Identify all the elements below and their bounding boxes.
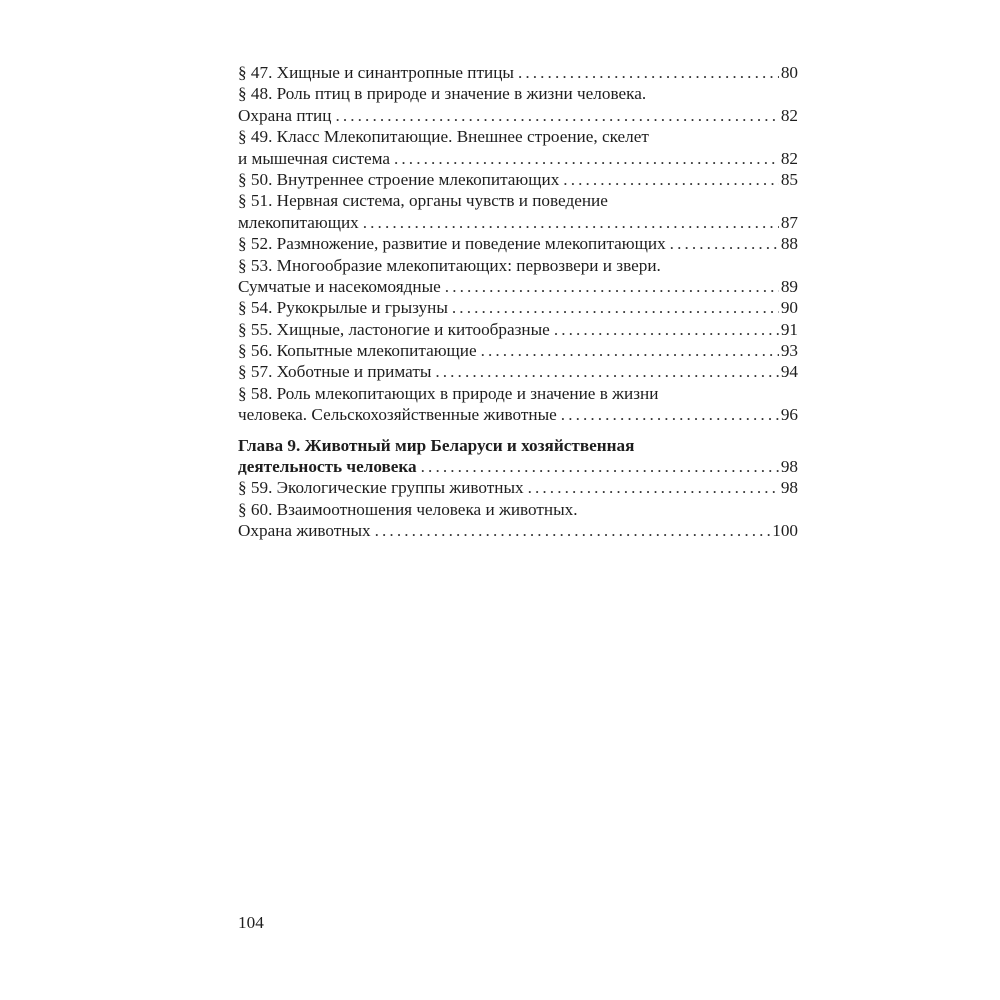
dot-leader xyxy=(435,361,778,382)
toc-entry-56 xyxy=(238,340,798,361)
page-number: 104 xyxy=(238,913,264,932)
toc-entry-title: § 48. Роль птиц в природе и значение в жизни человека. xyxy=(238,84,647,104)
toc-entry-55 xyxy=(238,319,798,340)
toc-chapter-title: Глава 9. Животный мир Беларуси и хозяйственная xyxy=(238,435,635,455)
toc-entry-page: 100 xyxy=(772,521,798,541)
dot-leader xyxy=(445,276,779,297)
toc-entry-page: 87 xyxy=(780,212,798,232)
toc-entry-48 xyxy=(238,83,798,126)
dot-leader xyxy=(375,520,771,541)
dot-leader xyxy=(561,404,779,425)
toc-entry-title: § 53. Многообразие млекопитающих: первозвери и звери. xyxy=(238,255,661,275)
toc-entry-title: § 58. Роль млекопитающих в природе и значение в жизни xyxy=(238,383,659,403)
toc-entry-page: 98 xyxy=(780,478,798,498)
toc-entry-59 xyxy=(238,477,798,498)
toc-entry-title: § 54. Рукокрылые и грызуны xyxy=(238,298,448,318)
toc-entry-title: § 56. Копытные млекопитающие xyxy=(238,341,477,361)
toc-entry-title: § 51. Нервная система, органы чувств и поведение xyxy=(238,191,608,211)
dot-leader xyxy=(481,340,779,361)
toc-entry-page: 93 xyxy=(780,341,798,361)
dot-leader xyxy=(421,456,779,477)
dot-leader xyxy=(518,62,779,83)
toc-chapter-title-cont: деятельность человека xyxy=(238,457,417,477)
toc-entry-title-cont: и мышечная система xyxy=(238,148,391,168)
toc-entry-60 xyxy=(238,499,798,542)
toc-entry-47 xyxy=(238,62,798,83)
dot-leader xyxy=(363,212,779,233)
toc-entry-title-cont: человека. Сельскохозяйственные животные xyxy=(238,405,557,425)
toc-entry-title-cont: Охрана птиц xyxy=(238,105,332,125)
toc-entry-title: § 55. Хищные, ластоногие и китообразные xyxy=(238,319,550,339)
toc-entry-page: 96 xyxy=(780,405,798,425)
dot-leader xyxy=(563,169,779,190)
toc-entry-title: § 52. Размножение, развитие и поведение млекопитающих xyxy=(238,234,666,254)
toc-entry-page: 85 xyxy=(780,169,798,189)
table-of-contents xyxy=(238,62,798,542)
toc-entry-page: 94 xyxy=(780,362,798,382)
toc-entry-page: 88 xyxy=(780,234,798,254)
toc-entry-title: § 50. Внутреннее строение млекопитающих xyxy=(238,169,560,189)
toc-entry-title: § 49. Класс Млекопитающие. Внешнее строение, скелет xyxy=(238,127,649,147)
dot-leader xyxy=(670,233,779,254)
toc-entry-50 xyxy=(238,169,798,190)
dot-leader xyxy=(528,477,779,498)
dot-leader xyxy=(335,105,778,126)
toc-entry-54 xyxy=(238,297,798,318)
toc-entry-page: 89 xyxy=(780,276,798,296)
dot-leader xyxy=(452,297,779,318)
toc-entry-page: 82 xyxy=(780,105,798,125)
toc-entry-title: § 59. Экологические группы животных xyxy=(238,478,524,498)
toc-entry-51 xyxy=(238,190,798,233)
toc-entry-58 xyxy=(238,383,798,426)
toc-entry-title-cont: млекопитающих xyxy=(238,212,359,232)
toc-entry-52 xyxy=(238,233,798,254)
toc-entry-title-cont: Охрана животных xyxy=(238,521,371,541)
toc-entry-title-cont: Сумчатые и насекомоядные xyxy=(238,276,441,296)
toc-entry-page: 91 xyxy=(780,319,798,339)
toc-entry-page: 90 xyxy=(780,298,798,318)
toc-entry-title: § 57. Хоботные и приматы xyxy=(238,362,432,382)
toc-entry-57 xyxy=(238,361,798,382)
toc-entry-53 xyxy=(238,255,798,298)
dot-leader xyxy=(554,319,779,340)
toc-entry-page: 98 xyxy=(780,457,798,477)
toc-entry-title: § 60. Взаимоотношения человека и животных. xyxy=(238,499,578,519)
toc-chapter-9 xyxy=(238,435,798,478)
dot-leader xyxy=(394,148,779,169)
toc-entry-page: 82 xyxy=(780,148,798,168)
toc-entry-page: 80 xyxy=(780,63,798,82)
toc-entry-title: § 47. Хищные и синантропные птицы xyxy=(238,63,514,82)
toc-entry-49 xyxy=(238,126,798,169)
